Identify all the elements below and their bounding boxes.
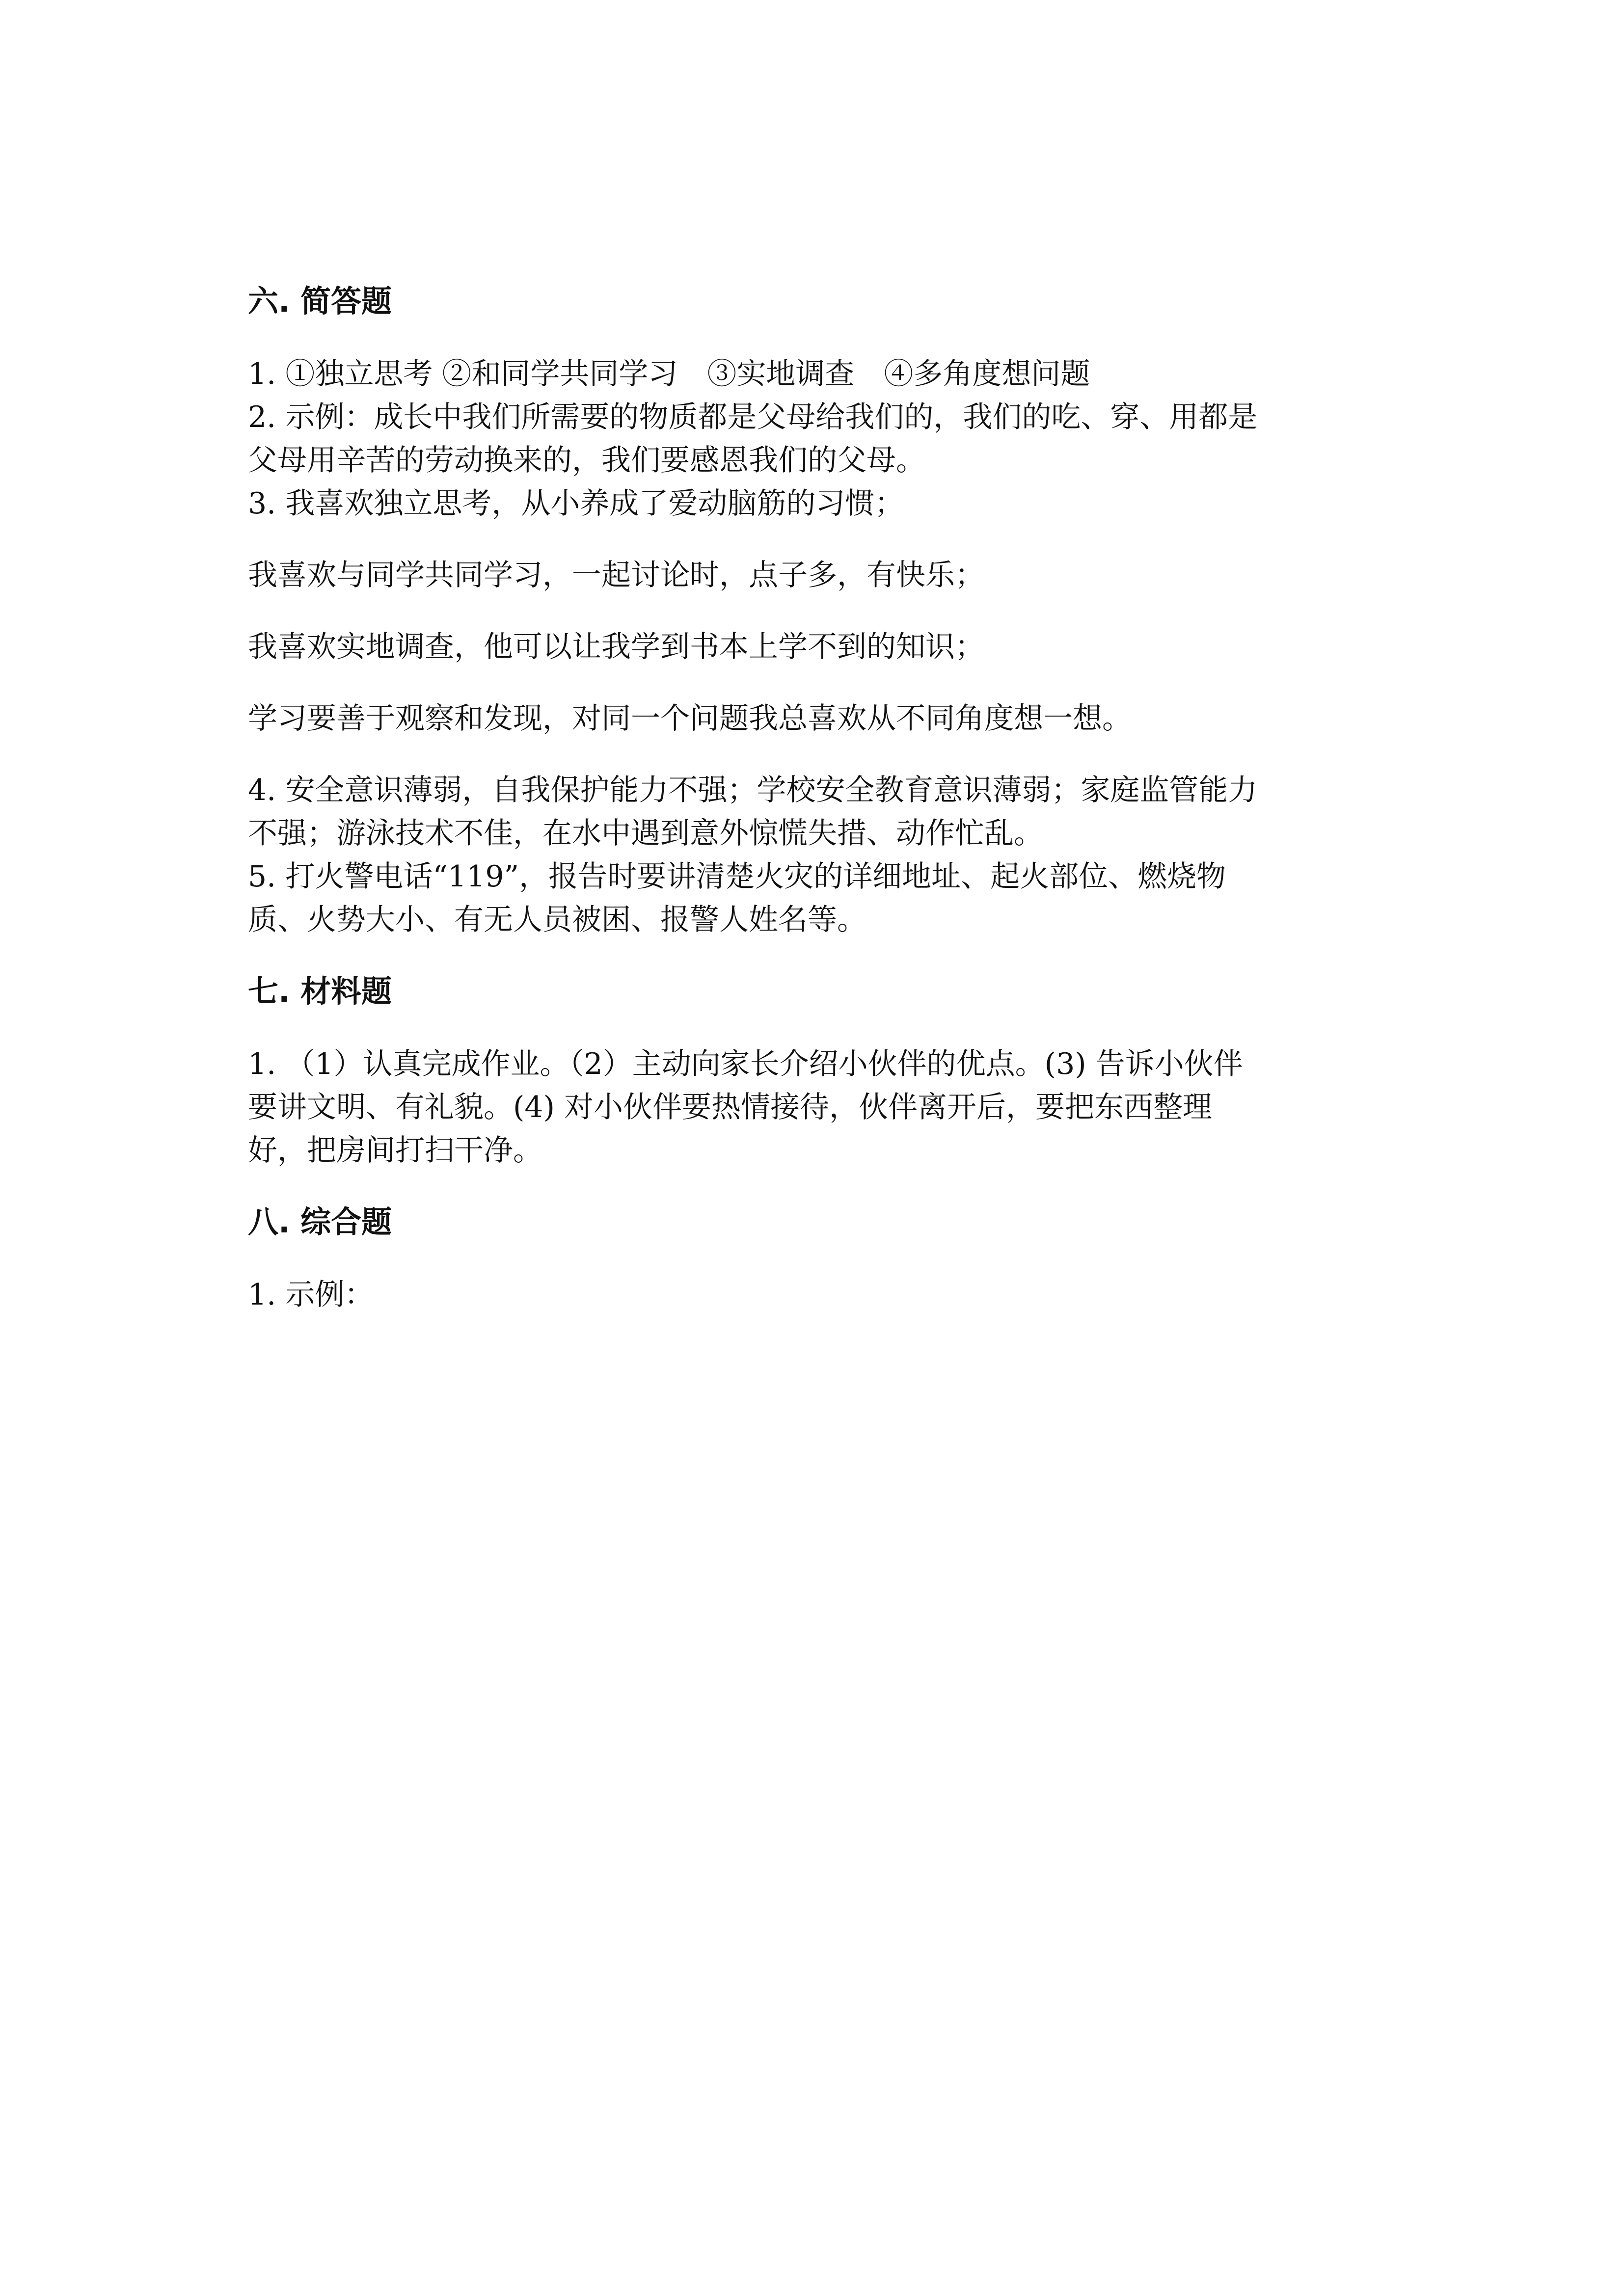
answer-line: 好，把房间打扫干净。 bbox=[248, 1133, 542, 1168]
answer-line: 5. 打火警电话“119”，报告时要讲清楚火灾的详细地址、起火部位、燃烧物 bbox=[248, 859, 1226, 894]
answer-line: 1. （1）认真完成作业。（2）主动向家长介绍小伙伴的优点。(3) 告诉小伙伴 bbox=[248, 1047, 1243, 1081]
answer-line: 3. 我喜欢独立思考，从小养成了爱动脑筋的习惯； bbox=[248, 486, 904, 521]
answer-line: 学习要善于观察和发现，对同一个问题我总喜欢从不同角度想一想。 bbox=[248, 701, 1132, 736]
answer-line: 父母用辛苦的劳动换来的，我们要感恩我们的父母。 bbox=[248, 443, 925, 478]
answer-line: 4. 安全意识薄弱，自我保护能力不强；学校安全教育意识薄弱；家庭监管能力 bbox=[248, 773, 1258, 807]
answer-line: 1. 示例： bbox=[248, 1278, 374, 1312]
answer-line: 我喜欢与同学共同学习，一起讨论时，点子多，有快乐； bbox=[248, 558, 984, 592]
answer-content bbox=[248, 280, 1377, 1316]
answer-line: 2. 示例：成长中我们所需要的物质都是父母给我们的，我们的吃、穿、用都是 bbox=[248, 400, 1258, 434]
answer-line: 1. ①独立思考 ②和同学共同学习 ③实地调查 ④多角度想问题 bbox=[248, 357, 1090, 391]
answer-line: 要讲文明、有礼貌。(4) 对小伙伴要热情接待，伙伴离开后，要把东西整理 bbox=[248, 1090, 1213, 1124]
section-heading-short-answer: 六. 简答题 bbox=[248, 283, 392, 319]
answer-line: 质、火势大小、有无人员被困、报警人姓名等。 bbox=[248, 903, 866, 937]
answer-line: 我喜欢实地调查，他可以让我学到书本上学不到的知识； bbox=[248, 630, 984, 664]
answer-line: 不强；游泳技术不佳，在水中遇到意外惊慌失措、动作忙乱。 bbox=[248, 816, 1043, 851]
section-heading-comprehensive: 八. 综合题 bbox=[248, 1204, 392, 1240]
section-heading-material: 七. 材料题 bbox=[248, 973, 392, 1009]
